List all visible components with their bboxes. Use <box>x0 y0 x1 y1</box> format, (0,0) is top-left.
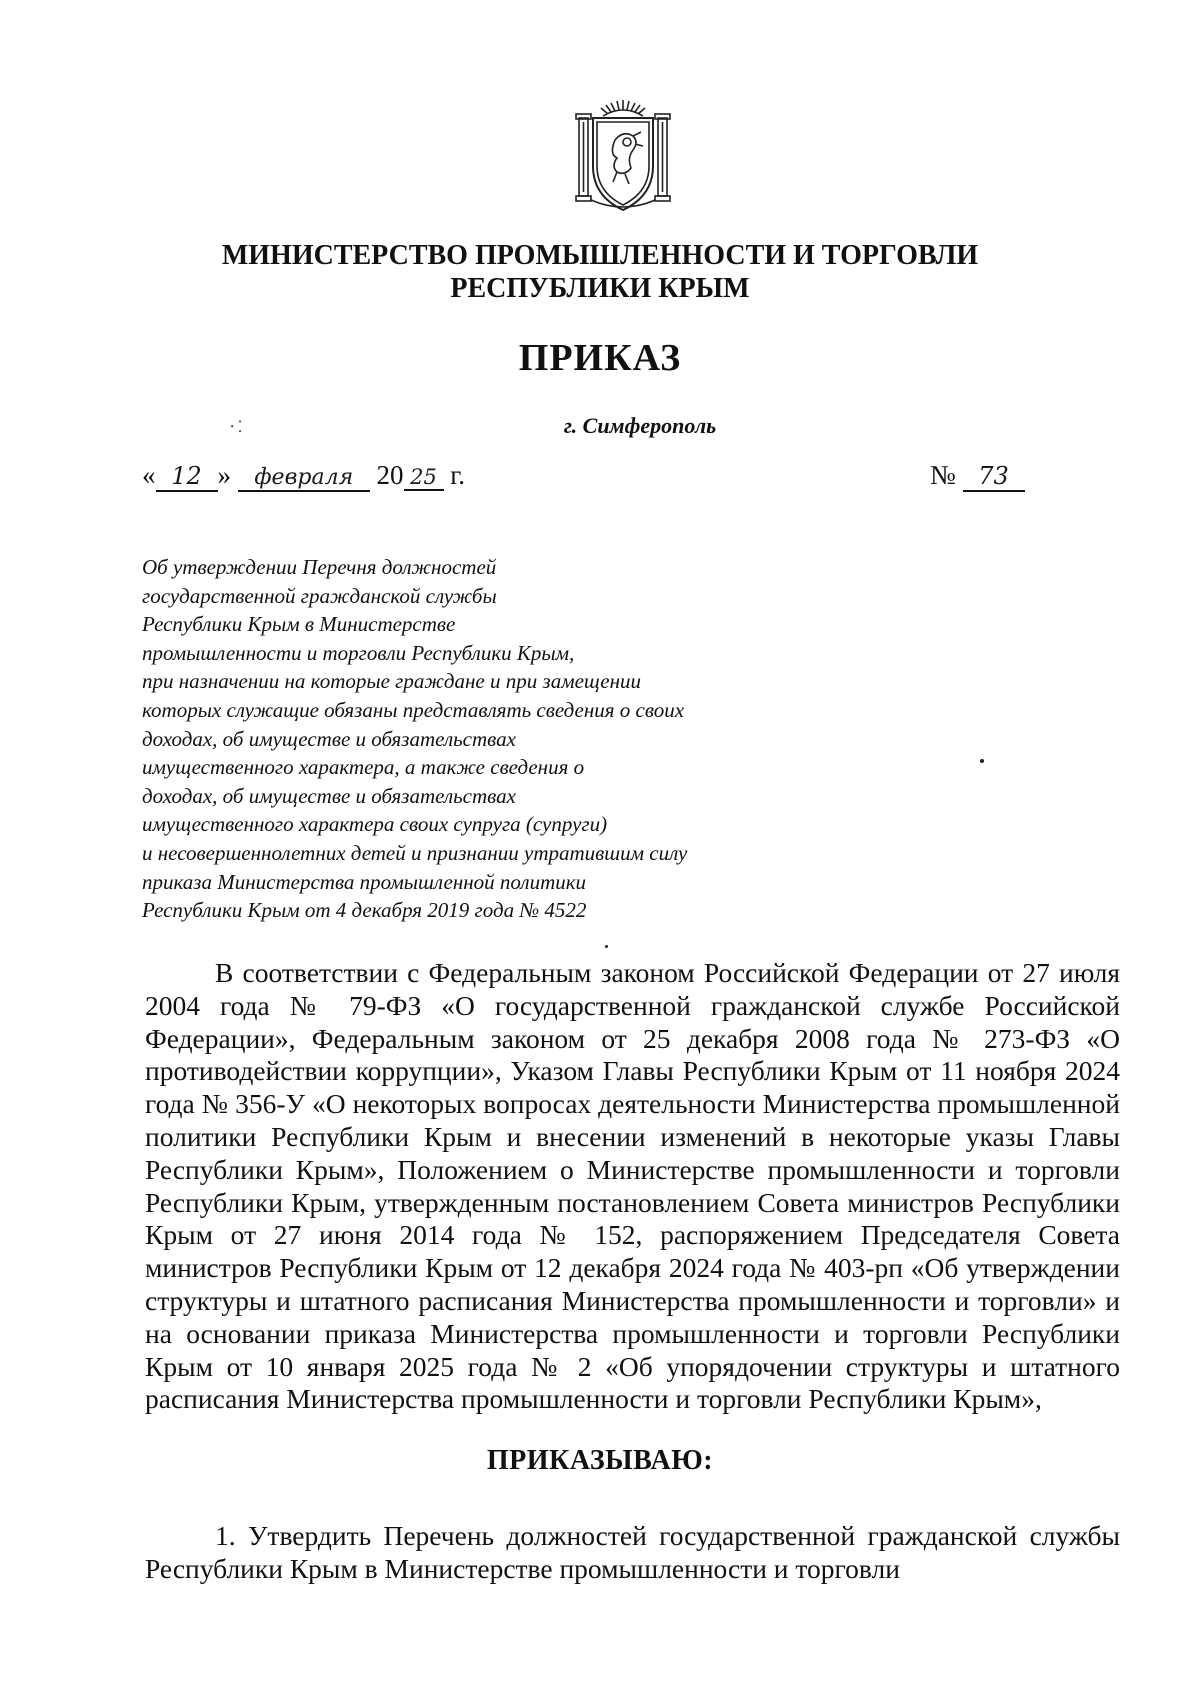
date-month-handwritten: февраля <box>238 465 370 492</box>
order-heading: ПРИКАЗЫВАЮ: <box>486 1445 714 1476</box>
date-open-quote: « <box>142 460 156 490</box>
subject-line: доходах, об имуществе и обязательствах <box>142 726 516 751</box>
date-year-handwritten: 25 <box>404 465 444 491</box>
subject-line: Республики Крым от 4 декабря 2019 года № 4522 <box>142 898 587 923</box>
document-type-title: ПРИКАЗ <box>518 337 682 379</box>
order-item-1: 1. Утвердить Перечень должностей государственной гражданской службы Республики Крым в Министерстве промышленности и торговли <box>145 1520 1120 1584</box>
number-prefix: № <box>930 460 956 490</box>
ministry-name-line1: МИНИСТЕРСТВО ПРОМЫШЛЕННОСТИ И ТОРГОВЛИ <box>221 240 979 271</box>
scan-dot <box>980 759 984 763</box>
city-name: г. Симферополь <box>563 413 717 438</box>
subject-line: приказа Министерства промышленной политики <box>142 869 587 894</box>
ministry-name <box>0 239 1200 305</box>
subject-line: имущественного характера, а также сведения о <box>142 755 585 780</box>
scan-dot <box>605 945 608 948</box>
subject-line: государственной гражданской службы <box>142 583 497 608</box>
subject-line: и несовершеннолетних детей и признании утратившим силу <box>142 840 688 865</box>
document-date <box>142 460 465 492</box>
date-close-quote: » <box>217 460 231 490</box>
subject-line: при назначении на которые граждане и при замещении <box>142 669 642 694</box>
subject-line: которых служащие обязаны представлять сведения о своих <box>142 697 685 722</box>
crimea-coat-of-arms-icon <box>573 96 673 216</box>
order-subject <box>142 553 842 925</box>
subject-line: Об утверждении Перечня должностей <box>142 555 497 579</box>
subject-line: Республики Крым в Министерстве <box>142 612 456 637</box>
preamble-paragraph: В соответствии с Федеральным законом Российской Федерации от 27 июля 2004 года № 79-ФЗ «О государственной гражданской службе Российской Федерации», Федеральным законом от 25 декабря 2008 года № 273-ФЗ «О противодействии коррупции», Указом Главы Республики Крым от 11 ноября 2024 года № 356-У «О некоторых вопросах деятельности Министерства промышленной политики Республики Крым и внесении изменений в некоторые указы Главы Республики Крым», Положением о Министерстве промышленности и торговли Республики Крым, утвержденным постановлением Совета министров Республики Крым от 27 июня 2014 года № 152, распоряжением Председателя Совета министров Республики Крым от 12 декабря 2024 года № 403-рп «Об утверждении структуры и штатного расписания Министерства промышленности и торговли» и на основании приказа Министерства промышленности и торговли Республики Крым от 10 января 2025 года № 2 «Об упорядочении структуры и штатного расписания Министерства промышленности и торговли Республики Крым», <box>145 957 1120 1415</box>
ministry-name-line2: РЕСПУБЛИКИ КРЫМ <box>450 273 750 304</box>
subject-line: промышленности и торговли Республики Крым, <box>142 640 575 665</box>
date-day-handwritten: 12 <box>156 462 218 492</box>
scan-specks: ⸱ ⁚ <box>230 419 242 436</box>
subject-line: имущественного характера своих супруга (супруги) <box>142 812 608 837</box>
date-year-unit: г. <box>450 460 466 490</box>
document-number <box>930 460 1025 492</box>
subject-line: доходах, об имуществе и обязательствах <box>142 783 516 808</box>
date-year-prefix: 20 <box>376 460 404 490</box>
number-handwritten: 73 <box>963 462 1025 492</box>
